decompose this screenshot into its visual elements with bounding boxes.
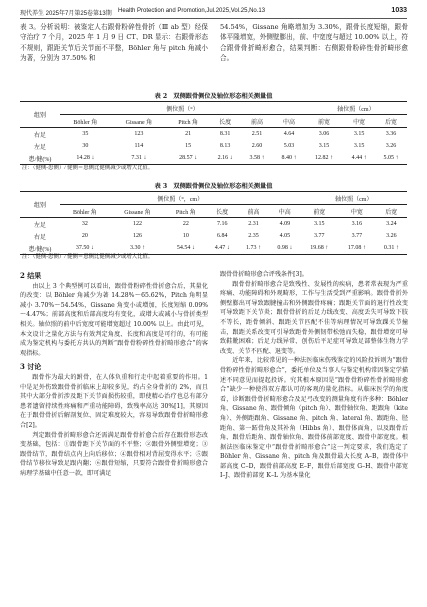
- table-cell: 3.58 ↑: [241, 152, 273, 165]
- discussion-paragraph-1: 跟骨作为最大的跗骨，在人体负重和行走中起着重要的作用。1 中是足外伤致跟骨骨折临床上却较多见，约占全身骨折的 2%，而且其中大部分骨折涉及距下关节面损伤较重，即使精心治疗也总有部分患者遗留持续性疼痛和严重功能障碍，致残率高达 30%[1]，其原因在于跟骨骨折后解剖复位、固定难度较大，容易导致跟骨骨折畸形愈合[2]。: [20, 373, 208, 429]
- table2-col: 中宽: [343, 115, 375, 128]
- table-cell: 123: [134, 131, 144, 137]
- table-cell: 3.15: [353, 143, 365, 149]
- discussion-right-3: 近年来，比较常见的一种法医临床伤残鉴定的风险投诉则为“跟骨骨粉碎性骨折畸形愈合”，委托单位及当事人与鉴定机构常因鉴定学描述不同意见而提起投诉。究其根本原因是“跟骨骨粉碎性骨折畸形愈合”缺少一种使得双方都认可的客观的量化指标。从临床医学的角度看，诊断跟骨骨折畸形愈合及足弓改变的测量角度有许多种：Böhler 角、Gissane 角、跟骨倾角（pitch 角）、跟骨轴位角、距跟角（kite 角）、外侧距跟角、Gissane 角、pitch 角、lateral 角、跟距角、胫距角、第一跖骨角及其补角（Hibbs 角）、跟骨体面角，以及跟骨后角、跟骨后距角、跟骨轴位角、跟骨体前部宽度、跟骨中部宽度。根据法医临床鉴定中“跟骨骨折畸形愈合”这一判定要求，我们选定了 Böhler 角、Gissane 角、pitch 角及跟骨最大长度 A–B，跟骨体中部高度 C–D，跟骨前部高度 E–F，跟骨后部宽度 G–H、跟骨中部宽 I–J、跟骨前部宽 K–L 为基本量化: [220, 357, 408, 480]
- table2-side-header: 侧位照（°）: [60, 102, 305, 115]
- table3: [20, 191, 407, 255]
- table-cell: 5.03: [283, 143, 295, 149]
- table-cell: 0.98 ↓: [269, 242, 300, 255]
- table-row: [20, 140, 407, 152]
- table-cell: 4.09: [279, 221, 291, 227]
- table-cell: 30: [82, 143, 89, 149]
- table-cell: 3.15: [314, 221, 325, 227]
- table-cell: 8.31: [219, 131, 231, 137]
- table-cell: 126: [132, 233, 142, 239]
- table-cell: 2.60: [251, 143, 263, 149]
- table3-col: Gissane 角: [110, 205, 165, 218]
- table2-axial-header: 轴位照（cm）: [305, 102, 407, 115]
- table-cell: 8.40 ↑: [273, 152, 305, 165]
- table-cell: 17.08 ↑: [338, 242, 376, 255]
- table-cell: 4.44 ↑: [343, 152, 375, 165]
- table-row: [20, 128, 407, 141]
- table3-col: 前高: [238, 205, 269, 218]
- table-cell: 3.15: [318, 143, 330, 149]
- table-cell: 3.36: [385, 131, 397, 137]
- intro-right: [220, 22, 408, 64]
- table-cell: 2.35: [248, 233, 259, 239]
- table3-col: 中高: [269, 205, 300, 218]
- table3-caption: 表 3 双侧跟骨侧位及轴位形态相关测量值: [154, 183, 273, 190]
- intro-right-text: 54.54%，Gissane 角略增加为 3.30%，跟骨长度短缩，跟骨体平隆增宽，外侧壁膨出，前、中宽度与超过 10.00% 以上，符合跟骨骨折畸形愈合，结果判断：右侧跟骨粉碎性骨折畸形愈合。: [220, 23, 408, 63]
- discussion-right-1: 跟骨骨折畸形愈合评残条件[3]。: [220, 271, 308, 278]
- table3-row-label: 右足: [33, 234, 46, 241]
- table-cell: 21: [185, 131, 192, 137]
- table-cell: 32: [81, 221, 88, 227]
- table-cell: 7.16: [216, 221, 228, 227]
- table-cell: 35: [82, 131, 89, 137]
- table2-col: Böhler 角: [60, 115, 111, 128]
- table3-axial-header: 轴位照（cm）: [300, 192, 407, 205]
- table-row: [20, 230, 407, 242]
- table-cell: 4.64: [283, 131, 295, 137]
- table-cell: 114: [134, 143, 144, 149]
- table3-side-header: 侧位照（°，cm）: [60, 192, 300, 205]
- table-cell: 3.30 ↑: [110, 242, 165, 255]
- journal-issue: 现代养生 2025年7月第25卷第13期: [20, 11, 112, 17]
- table3-col: Böhler 角: [60, 205, 110, 218]
- table-cell: 7.31 ↓: [111, 152, 167, 165]
- table-cell: 2.16 ↓: [209, 152, 241, 165]
- table-cell: 3.15: [353, 131, 365, 137]
- table-cell: 54.54 ↓: [165, 242, 206, 255]
- table3-col: 中宽: [338, 205, 376, 218]
- table2-col: 中高: [273, 115, 305, 128]
- table-cell: 4.47 ↓: [207, 242, 238, 255]
- table2-col: Gissane 角: [111, 115, 167, 128]
- table-cell: 22: [182, 221, 189, 227]
- table-cell: 2.31: [248, 221, 259, 227]
- journal-english: Health Protection and Promotion,Jul.2025,Vol.25,No.13: [118, 8, 266, 14]
- table-cell: 3.06: [318, 131, 330, 137]
- table-cell: 8.13: [219, 143, 231, 149]
- table3-col: 前宽: [300, 205, 338, 218]
- results-paragraph: 由以上 3 个典型例可以看出，跟骨骨粉碎性骨折愈合后，其量化的改变：以 Böhler 角减少为著 14.28%～65.62%，Pitch 角明显减小 3.70%～54.54%，Gissane 角变小或增加，长度短缩 0.09%～4.47%；前部高度和后部高度均有变化，或增大或减小与骨折类型相关。轴位照的前中后宽度可能增宽超过 10.00% 以上。由此可见，本文设计之量化方法与有效判定角度、长度和高度是可行的，有可能成为鉴定机构与委托方共认的判断“跟骨骨粉碎性骨折畸形愈合”的客观指标。: [20, 282, 208, 357]
- table2-row-label: 患/健(%): [20, 152, 60, 165]
- page-number: 1033: [391, 7, 407, 14]
- table2-caption: 表 2 双侧跟骨侧位及轴位形态相关测量值: [154, 93, 273, 100]
- table3-note: 注：（健侧-患侧）/ 健侧＝患侧比健侧减少或增大比值。: [22, 254, 154, 260]
- table-cell: 5.05 ↑: [375, 152, 407, 165]
- table-cell: 2.51: [251, 131, 263, 137]
- table2-note: 注：（健侧-患侧）/ 健侧＝患侧比健侧减少或增大比值。: [22, 165, 154, 171]
- table3-row-label: 左足: [33, 222, 46, 229]
- table2-col: Pitch 角: [167, 115, 209, 128]
- table2-col: 前宽: [305, 115, 343, 128]
- table-cell: 15: [185, 143, 192, 149]
- table2-group-header: 组别: [20, 102, 60, 128]
- table-cell: 3.24: [386, 221, 397, 227]
- table3-col: Pitch 角: [165, 205, 206, 218]
- discussion-paragraph-2: 判定跟骨骨折畸形愈合还需满足跟骨骨折愈合后存在跟骨形态改变基础，包括：①跟骨距下关节面的不平整；②跟骨外侧壁增宽；③跟骨结节，跟骨结点内上向后移位；④跟骨相对背屈变得水平；⑤跟骨结节移位导致足跟内翻；⑥跟骨短缩，只要符合跟骨骨折畸形愈合病理学基础中任意一款，即可满足: [20, 431, 208, 477]
- table2-col: 长度: [209, 115, 241, 128]
- table-cell: 3.16: [351, 221, 363, 227]
- table-row: [20, 218, 407, 231]
- table3-group-header: 组别: [20, 192, 60, 218]
- table2: [20, 101, 407, 165]
- table3-row-label: 患/健(%): [20, 242, 60, 255]
- discussion-right-2: 跟骨骨折畸形愈合是致残性、发展性的疾病，患者常表现为严重疼痛、功能障碍和外观畸形，工作与生活受到严重影响。跟骨骨折外侧壁膨出可导致跟腱撞击和外侧跟骨疼痛；跟距关节面的退行性改变可导致距下关节炎；跟骨骨折的后足力线改变、高度丢失可导致下肢不等长，距骨倾斜、跟距关节匹配不佳等病理情况可导致踝关节撞击，跟距关系改变可引导致距骨外侧韧带松弛而失稳，跟骨增宽可导致鞋靴困难；后足力线异常、创伤后平足症可导致足部整体生物力学改变、关节不匹配、退变等。: [220, 280, 408, 355]
- table-cell: 3.26: [385, 143, 397, 149]
- table-cell: 20: [81, 233, 88, 239]
- table2-col: 后宽: [375, 115, 407, 128]
- table-cell: 14.28 ↓: [60, 152, 111, 165]
- right-column: [220, 270, 408, 481]
- table-cell: 3.77: [351, 233, 363, 239]
- table2-col: 前高: [241, 115, 273, 128]
- left-column: [20, 270, 208, 478]
- table-cell: 6.84: [216, 233, 228, 239]
- intro-left: [20, 22, 208, 64]
- table2-row-label: 右足: [33, 132, 46, 139]
- table2-row-label: 左足: [33, 144, 46, 151]
- table-cell: 1.73 ↑: [238, 242, 269, 255]
- table-cell: 10: [182, 233, 189, 239]
- table-cell: 37.50 ↓: [60, 242, 110, 255]
- table-cell: 28.57 ↓: [167, 152, 209, 165]
- table3-col: 长度: [207, 205, 238, 218]
- discussion-heading: 3 讨论: [20, 362, 42, 372]
- table-cell: 19.68 ↑: [300, 242, 338, 255]
- running-header: [20, 6, 407, 19]
- intro-left-text: 表 3。分析说明：被鉴定人右跟骨粉碎性骨折（Ⅲ ab 型）经保守治疗 7 个月，2025 年 1 月 9 日 CT、DR 显示：右跟骨形态不规则，跟距关节后关节面不平整，Böhler 角与 pitch 角减小为著，分别为 37.50% 和: [20, 23, 208, 63]
- table-cell: 12.82 ↑: [305, 152, 343, 165]
- table-cell: 3.26: [386, 233, 397, 239]
- table-cell: 3.77: [314, 233, 325, 239]
- table-cell: 4.05: [279, 233, 291, 239]
- results-heading: 2 结果: [20, 271, 42, 280]
- table3-col: 后宽: [376, 205, 407, 218]
- table-cell: 122: [132, 221, 142, 227]
- table-cell: 0.31 ↑: [376, 242, 407, 255]
